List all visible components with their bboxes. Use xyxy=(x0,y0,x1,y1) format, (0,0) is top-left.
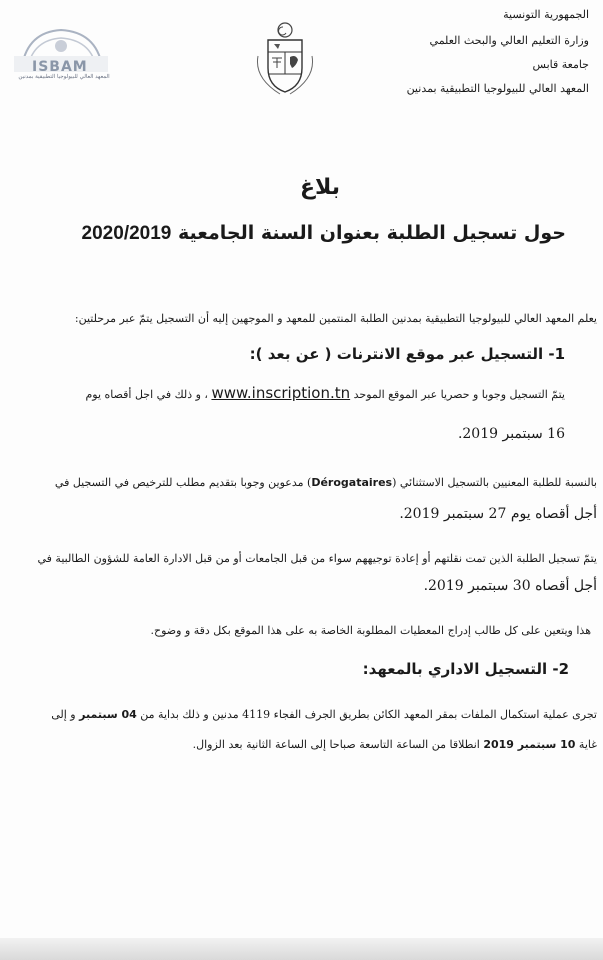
s2-d: غاية xyxy=(578,738,597,751)
s1p1-date-num: 16 xyxy=(547,426,565,442)
section1-paragraph3-line2 xyxy=(424,578,597,594)
inscription-link[interactable]: www.inscription.tn xyxy=(211,384,351,402)
section1-paragraph3-line1: يتمّ تسجيل الطلبة الذين تمت نقلتهم أو إعادة توجيههم سواء من قبل الجامعات أو من قبل الادارة العامة للشؤون الطالبية في xyxy=(37,552,597,565)
logo-subtitle: المعهد العالي للبيولوجيا التطبيقية بمدنين xyxy=(18,74,110,80)
isbam-logo xyxy=(8,26,114,88)
section2-paragraph-line1 xyxy=(51,708,597,722)
announcement-title: بلاغ xyxy=(300,175,340,200)
s2-a: تجرى عملية استكمال الملفات بمقر المعهد الكائن بطريق الجرف الفجاء xyxy=(273,708,597,721)
header-block xyxy=(399,8,589,96)
s1p2-a: بالنسبة للطلبة المعنيين بالتسجيل الاستثنائي ( xyxy=(392,476,597,489)
tunisia-coat-of-arms-icon xyxy=(250,20,320,96)
s2-end: 10 سبتمبر 2019 xyxy=(483,738,576,751)
section1-paragraph2-line2 xyxy=(399,506,597,522)
subtitle-text: حول تسجيل الطلبة بعنوان السنة الجامعية xyxy=(178,222,566,244)
page-bottom-edge xyxy=(0,938,603,960)
s2-start: 04 سبتمبر xyxy=(79,708,137,721)
s1p2-c: أجل أقصاه يوم xyxy=(510,506,597,522)
section1-paragraph1-line2 xyxy=(458,426,565,442)
section1-paragraph2-line1 xyxy=(55,476,597,490)
s2-num: 4119 xyxy=(242,708,271,721)
section2-heading: 2- التسجيل الاداري بالمعهد: xyxy=(362,660,569,678)
subtitle-year: 2020/2019 xyxy=(81,223,172,244)
section1-paragraph4: هذا ويتعين على كل طالب إدراج المعطيات المطلوبة الخاصة به على هذا الموقع بكل دقة و وضوح. xyxy=(150,624,591,637)
s1p2-day: 27 xyxy=(488,506,507,522)
s1p1-before: يتمّ التسجيل وجوبا و حصريا عبر الموقع الموحد xyxy=(353,388,565,401)
s2-e: انطلاقا من الساعة التاسعة صباحا إلى الساعة الثانية بعد الزوال. xyxy=(192,738,480,751)
s2-b: مدنين و ذلك بداية من xyxy=(140,708,239,721)
logo-brand: ISBAM xyxy=(32,59,88,75)
s2-c: و إلى xyxy=(51,708,76,721)
section1-heading: 1- التسجيل عبر موقع الانترنات ( عن بعد ): xyxy=(249,345,565,363)
s1p2-term: Dérogataires xyxy=(311,476,393,489)
header-ministry: وزارة التعليم العالي والبحث العلمي xyxy=(429,34,589,47)
section2-paragraph-line2 xyxy=(193,738,597,752)
header-republic: الجمهورية التونسية xyxy=(503,8,589,21)
header-university: جامعة قابس xyxy=(532,58,589,71)
s1p3-day: 30 xyxy=(512,578,531,594)
s1p3-a: أجل أقصاه xyxy=(535,578,597,594)
s1p1-date-text: سبتمبر 2019. xyxy=(457,426,543,442)
header-institute: المعهد العالي للبيولوجيا التطبيقية بمدنين xyxy=(406,82,589,95)
announcement-subtitle xyxy=(0,222,566,245)
s1p1-after: ، و ذلك في اجل أقصاه يوم xyxy=(85,388,208,401)
intro-paragraph: يعلم المعهد العالي للبيولوجيا التطبيقية بمدنين الطلبة المنتمين للمعهد و الموجهين إليه أن التسجيل يتمّ عبر مرحلتين: xyxy=(74,312,597,325)
s1p3-b: سبتمبر 2019. xyxy=(423,578,509,594)
s1p2-b: ) مدعوين وجوبا بتقديم مطلب للترخيص في التسجيل في xyxy=(54,476,312,489)
section1-paragraph1-line1 xyxy=(85,386,565,402)
s1p2-d: سبتمبر 2019. xyxy=(399,506,485,522)
